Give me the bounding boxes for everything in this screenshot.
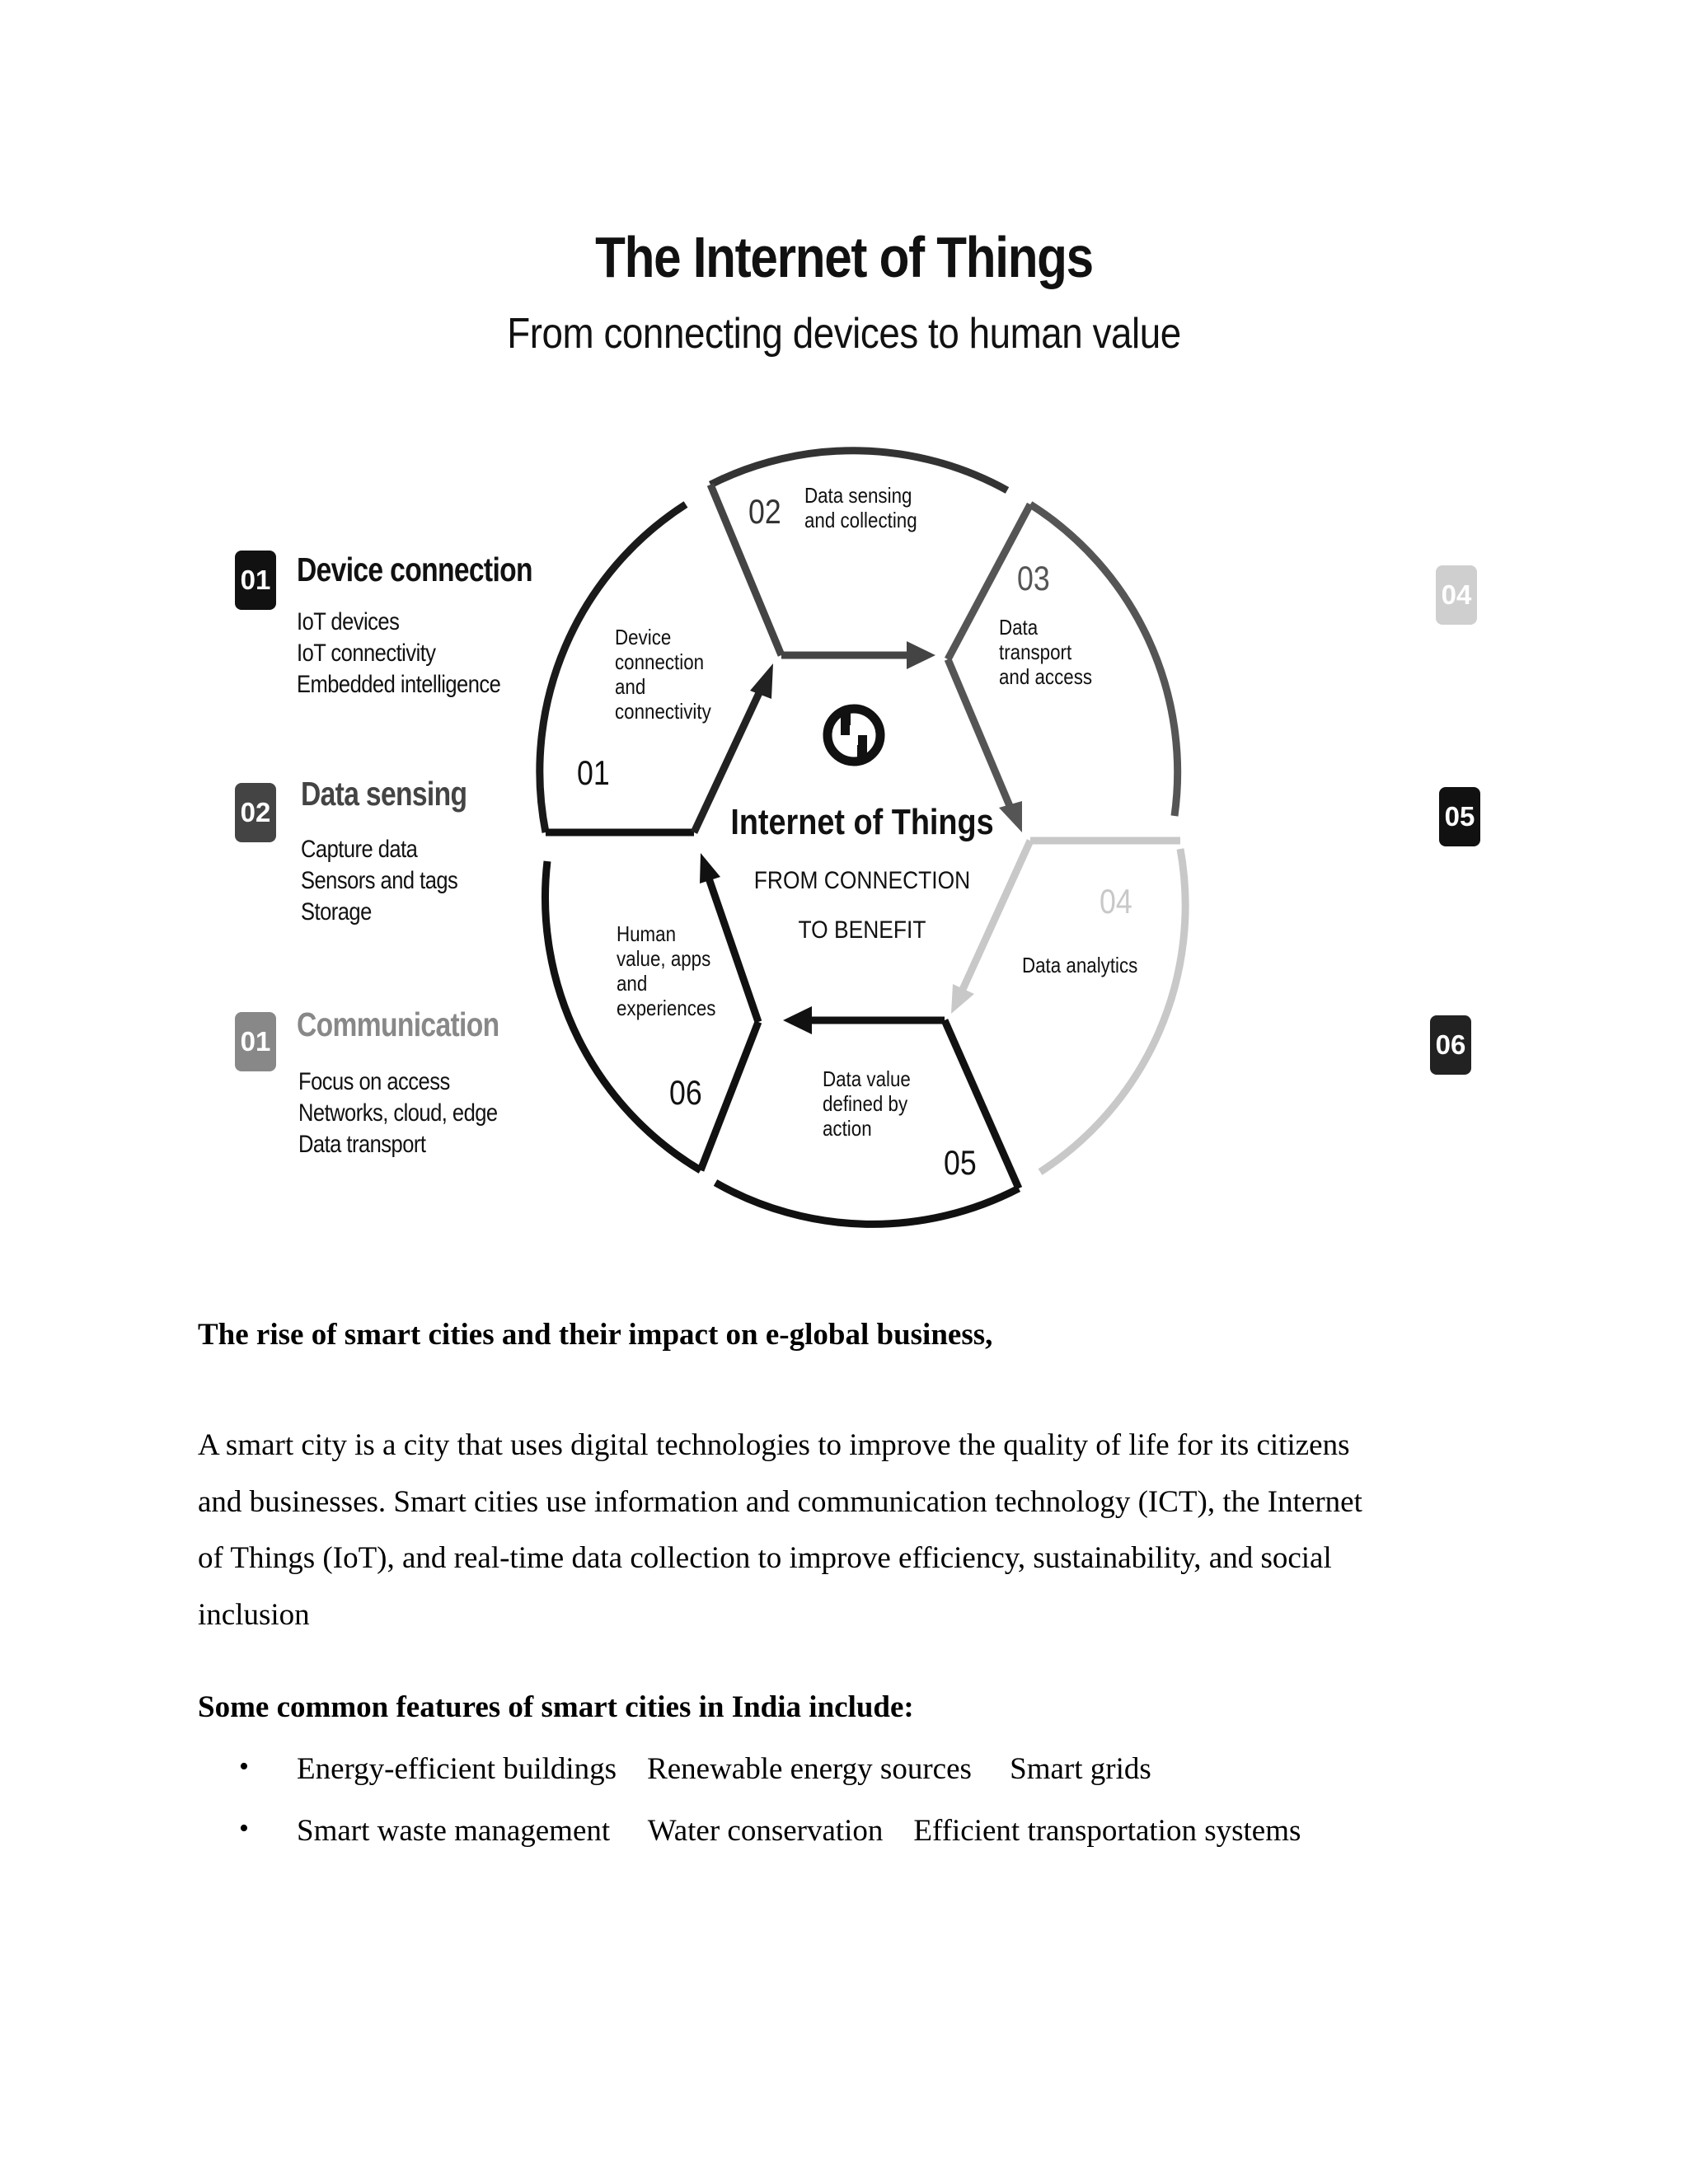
svg-text:Data value: Data value xyxy=(822,1067,911,1092)
item-lines: Capture data Sensors and tags Storage xyxy=(301,836,458,926)
svg-text:and: and xyxy=(617,972,648,996)
segment-label-01 xyxy=(615,626,712,724)
svg-text:action: action xyxy=(822,1117,872,1141)
diagram-title: The Internet of Things xyxy=(595,225,1093,289)
segment-number: 06 xyxy=(669,1074,702,1113)
arrow-02 xyxy=(781,641,935,669)
segment-number: 02 xyxy=(748,493,781,532)
center-line2: TO BENEFIT xyxy=(798,915,926,944)
svg-text:transport: transport xyxy=(998,640,1072,665)
segment-number: 01 xyxy=(577,754,610,793)
step-badge: 06 xyxy=(1430,1015,1471,1075)
svg-text:Data: Data xyxy=(998,616,1039,640)
ring-arc-bottom xyxy=(715,1183,1019,1224)
connector-06 xyxy=(701,1022,758,1170)
svg-text:experiences: experiences xyxy=(617,996,716,1021)
item-heading: Communication xyxy=(297,1005,499,1043)
segment-label-04 xyxy=(1022,954,1137,977)
svg-text:and collecting: and collecting xyxy=(804,509,917,533)
section-heading: The rise of smart cities and their impact on e-global business, xyxy=(198,1318,993,1352)
svg-text:and: and xyxy=(614,675,646,700)
bullet-icon: • xyxy=(239,1751,249,1782)
item-lines: Focus on access Networks, cloud, edge Data transport xyxy=(298,1068,498,1158)
svg-text:Human: Human xyxy=(617,922,677,947)
segment-label-02 xyxy=(804,484,917,532)
svg-text:Data analytics: Data analytics xyxy=(1021,954,1138,978)
segment-number: 03 xyxy=(1017,560,1050,598)
svg-text:defined by: defined by xyxy=(822,1092,908,1117)
segment-number: 05 xyxy=(944,1144,977,1183)
svg-text:Data sensing: Data sensing xyxy=(804,484,912,509)
svg-text:connectivity: connectivity xyxy=(614,700,711,724)
step-badge: 01 xyxy=(235,1012,276,1071)
center-title: Internet of Things xyxy=(730,801,994,842)
features-heading: Some common features of smart cities in India include: xyxy=(198,1690,914,1724)
segment-label-05 xyxy=(823,1067,911,1141)
step-badge: 04 xyxy=(1436,565,1477,625)
segment-label-03 xyxy=(999,616,1092,689)
step-badge: 05 xyxy=(1439,787,1480,846)
svg-text:and access: and access xyxy=(998,665,1093,690)
item-heading: Data sensing xyxy=(301,775,467,813)
bullet-icon: • xyxy=(239,1813,249,1844)
step-badge: 01 xyxy=(235,551,276,610)
item-heading: Device connection xyxy=(297,551,532,588)
arrow-05 xyxy=(783,1006,945,1034)
diagram-subtitle: From connecting devices to human value xyxy=(507,310,1181,358)
segment-number: 04 xyxy=(1100,883,1132,921)
iot-logo-icon xyxy=(828,709,880,762)
step-badge: 02 xyxy=(235,783,276,842)
svg-text:Device: Device xyxy=(614,626,672,650)
body-paragraph: A smart city is a city that uses digital technologies to improve the quality of life for its citizens and businesses. Smart cities use information and communication technology (ICT), the Internet of Things (IoT), and real-time data collection to improve efficiency, sustainability, and social inclusion xyxy=(198,1428,1362,1632)
segment-label-06 xyxy=(617,922,716,1020)
item-lines: IoT devices IoT connectivity Embedded intelligence xyxy=(297,608,501,698)
svg-text:value, apps: value, apps xyxy=(617,947,711,972)
center-line1: FROM CONNECTION xyxy=(753,865,971,894)
svg-text:connection: connection xyxy=(614,650,705,675)
